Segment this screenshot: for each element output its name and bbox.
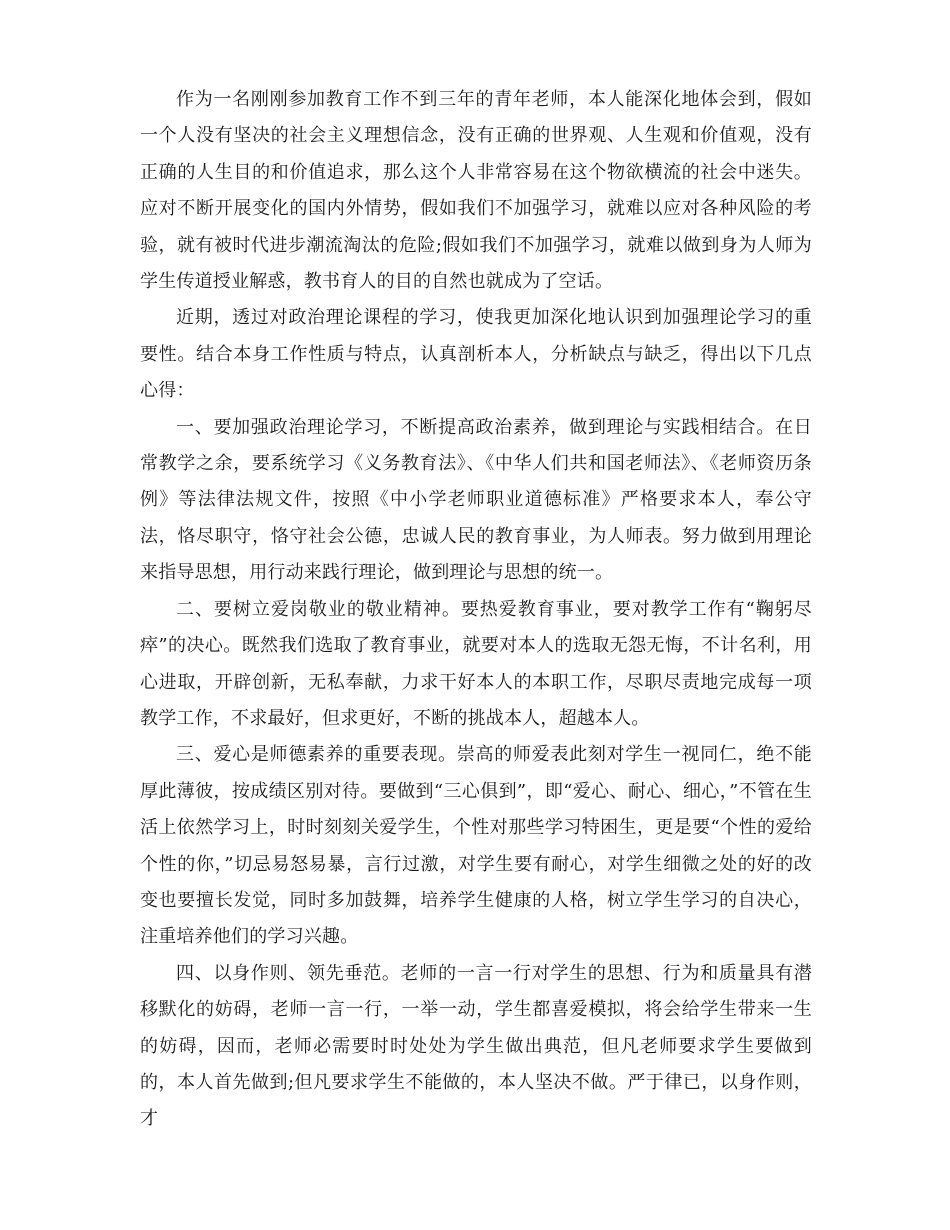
paragraph-2: 近期，透过对政治理论课程的学习，使我更加深化地认识到加强理论学习的重要性。结合本身工作性质与特点，认真剖析本人，分析缺点与缺乏，得出以下几点心得：: [140, 307, 812, 402]
paragraph-6: 四、以身作则、领先垂范。老师的一言一行对学生的思想、行为和质量具有潜移默化的妨碍，老师一言一行，一举一动，学生都喜爱模拟，将会给学生带来一生的妨碍，因而，老师必需要时时处处为学生做出典范，但凡老师要求学生要做到的，本人首先做到;但凡要求学生不能做的，本人坚决不做。严于律已，以身作则，才: [140, 962, 812, 1130]
paragraph-1: 作为一名刚刚参加教育工作不到三年的青年老师，本人能深化地体会到，假如一个人没有坚决的社会主义理想信念，没有正确的世界观、人生观和价值观，没有正确的人生目的和价值追求，那么这个人非常容易在这个物欲横流的社会中迷失。应对不断开展变化的国内外情势，假如我们不加强学习，就难以应对各种风险的考验，就有被时代进步潮流淘汰的危险;假如我们不加强学习，就难以做到身为人师为学生传道授业解惑，教书育人的目的自然也就成为了空话。: [140, 89, 812, 293]
paragraph-3: 一、要加强政治理论学习，不断提高政治素养，做到理论与实践相结合。在日常教学之余，要系统学习《义务教育法》、《中华人们共和国老师法》、《老师资历条例》等法律法规文件，按照《中小学老师职业道德标准》严格要求本人，奉公守法，恪尽职守，恪守社会公德，忠诚人民的教育事业，为人师表。努力做到用理论来指导思想，用行动来践行理论，做到理论与思想的统一。: [140, 416, 812, 584]
document-body: [140, 82, 812, 1138]
paragraph-5: 三、爱心是师德素养的重要表现。崇高的师爱表此刻对学生一视同仁，绝不能厚此薄彼，按成绩区别对待。要做到“三心俱到”，即“爱心、耐心、细心，”不管在生活上依然学习上，时时刻刻关爱学生，个性对那些学习特困生，更是要“个性的爱给个性的你，”切忌易怒易暴，言行过激，对学生要有耐心，对学生细微之处的好的改变也要擅长发觉，同时多加鼓舞，培养学生健康的人格，树立学生学习的自决心，注重培养他们的学习兴趣。: [140, 744, 812, 948]
paragraph-4: 二、要树立爱岗敬业的敬业精神。要热爱教育事业，要对教学工作有“鞠躬尽瘁”的决心。既然我们选取了教育事业，就要对本人的选取无怨无悔，不计名利，用心进取，开辟创新，无私奉献，力求干好本人的本职工作，尽职尽责地完成每一项教学工作，不求最好，但求更好，不断的挑战本人，超越本人。: [140, 598, 812, 729]
